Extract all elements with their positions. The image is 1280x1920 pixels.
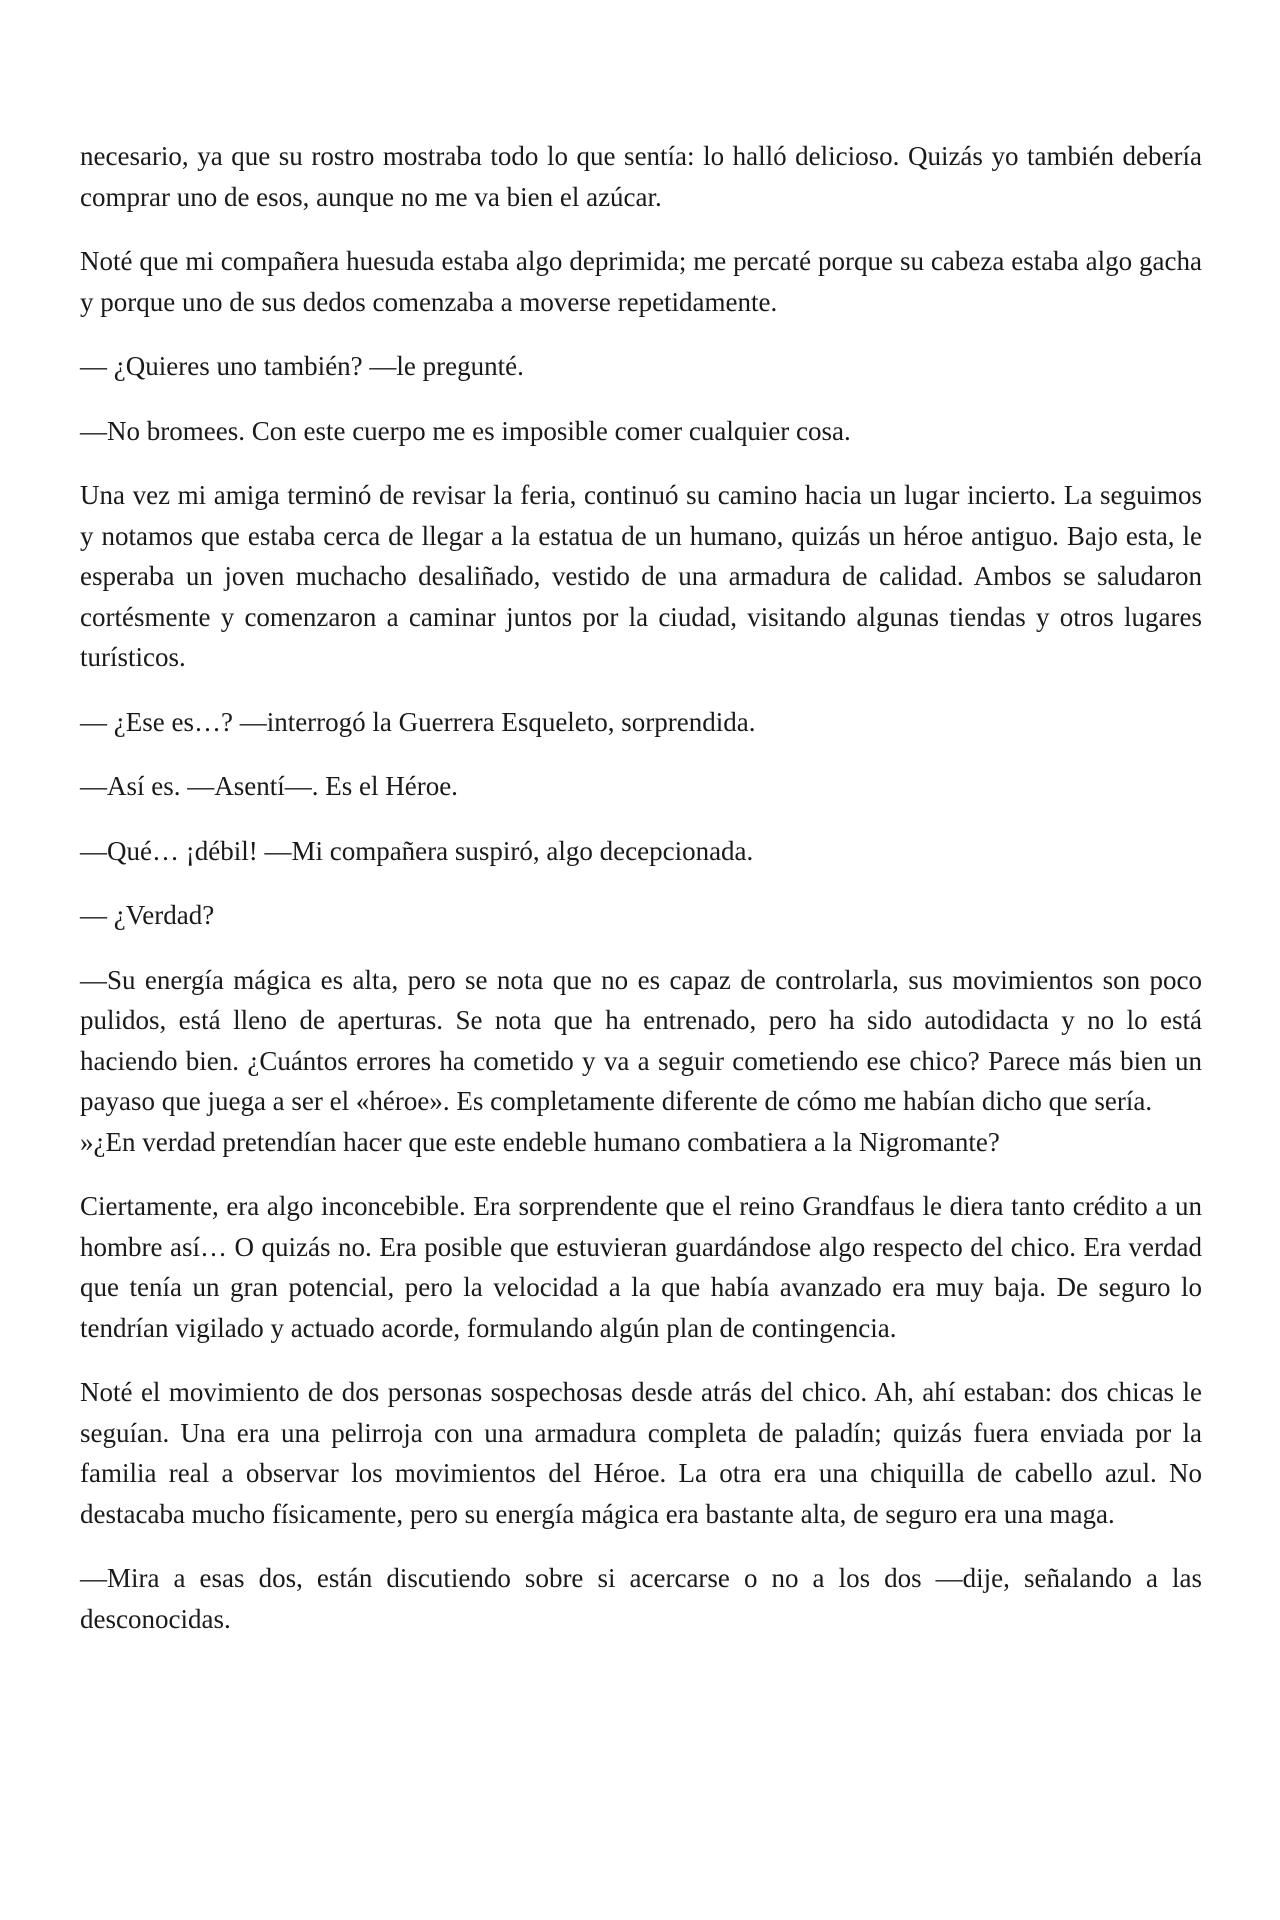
dialogue-line-3: — ¿Ese es…? —interrogó la Guerrera Esqueleto, sorprendida. bbox=[80, 706, 756, 737]
paragraph-5: Noté el movimiento de dos personas sospechosas desde atrás del chico. Ah, ahí estaban: dos chicas le seguían. Una era una pelirroja con una armadura completa de paladín; quizás fuera enviada por la familia real a observar los movimientos del Héroe. La otra era una chiquilla de cabello azul. No destacaba mucho físicamente, pero su energía mágica era bastante alta, de seguro era una maga. bbox=[80, 1377, 1202, 1529]
paragraph-4: Ciertamente, era algo inconcebible. Era sorprendente que el reino Grandfaus le diera tanto crédito a un hombre así… O quizás no. Era posible que estuvieran guardándose algo respecto del chico. Era verdad que tenía un gran potencial, pero la velocidad a la que había avanzado era muy baja. De seguro lo tendrían vigilado y actuado acorde, formulando algún plan de contingencia. bbox=[80, 1191, 1202, 1343]
dialogue-line-7: —Mira a esas dos, están discutiendo sobre si acercarse o no a los dos —dije, señalando a las desconocidas. bbox=[80, 1563, 1202, 1634]
paragraph-2: Noté que mi compañera huesuda estaba algo deprimida; me percaté porque su cabeza estaba algo gacha y porque uno de sus dedos comenzaba a moverse repetidamente. bbox=[80, 246, 1202, 317]
dialogue-continuation: »¿En verdad pretendían hacer que este endeble humano combatiera a la Nigromante? bbox=[80, 1126, 1000, 1157]
document-page bbox=[80, 136, 1202, 1663]
dialogue-line-5: —Qué… ¡débil! —Mi compañera suspiró, algo decepcionada. bbox=[80, 835, 754, 866]
dialogue-line-4: —Así es. —Asentí—. Es el Héroe. bbox=[80, 771, 458, 801]
dialogue-line-1: — ¿Quieres uno también? —le pregunté. bbox=[80, 351, 524, 381]
dialogue-line-6: — ¿Verdad? bbox=[80, 900, 215, 930]
dialogue-long: —Su energía mágica es alta, pero se nota que no es capaz de controlarla, sus movimientos son poco pulidos, está lleno de aperturas. Se nota que ha entrenado, pero ha sido autodidacta y no lo está haciendo bien. ¿Cuántos errores ha cometido y va a seguir cometiendo ese chico? Parece más bien un payaso que juega a ser el «héroe». Es completamente diferente de cómo me habían dicho que sería. bbox=[80, 964, 1202, 1116]
paragraph-3: Una vez mi amiga terminó de revisar la feria, continuó su camino hacia un lugar incierto. La seguimos y notamos que estaba cerca de llegar a la estatua de un humano, quizás un héroe antiguo. Bajo esta, le esperaba un joven muchacho desaliñado, vestido de una armadura de calidad. Ambos se saludaron cortésmente y comenzaron a caminar juntos por la ciudad, visitando algunas tiendas y otros lugares turísticos. bbox=[80, 480, 1202, 672]
paragraph-1: necesario, ya que su rostro mostraba todo lo que sentía: lo halló delicioso. Quizás yo también debería comprar uno de esos, aunque no me va bien el azúcar. bbox=[80, 141, 1202, 212]
dialogue-line-2: —No bromees. Con este cuerpo me es imposible comer cualquier cosa. bbox=[80, 415, 851, 446]
